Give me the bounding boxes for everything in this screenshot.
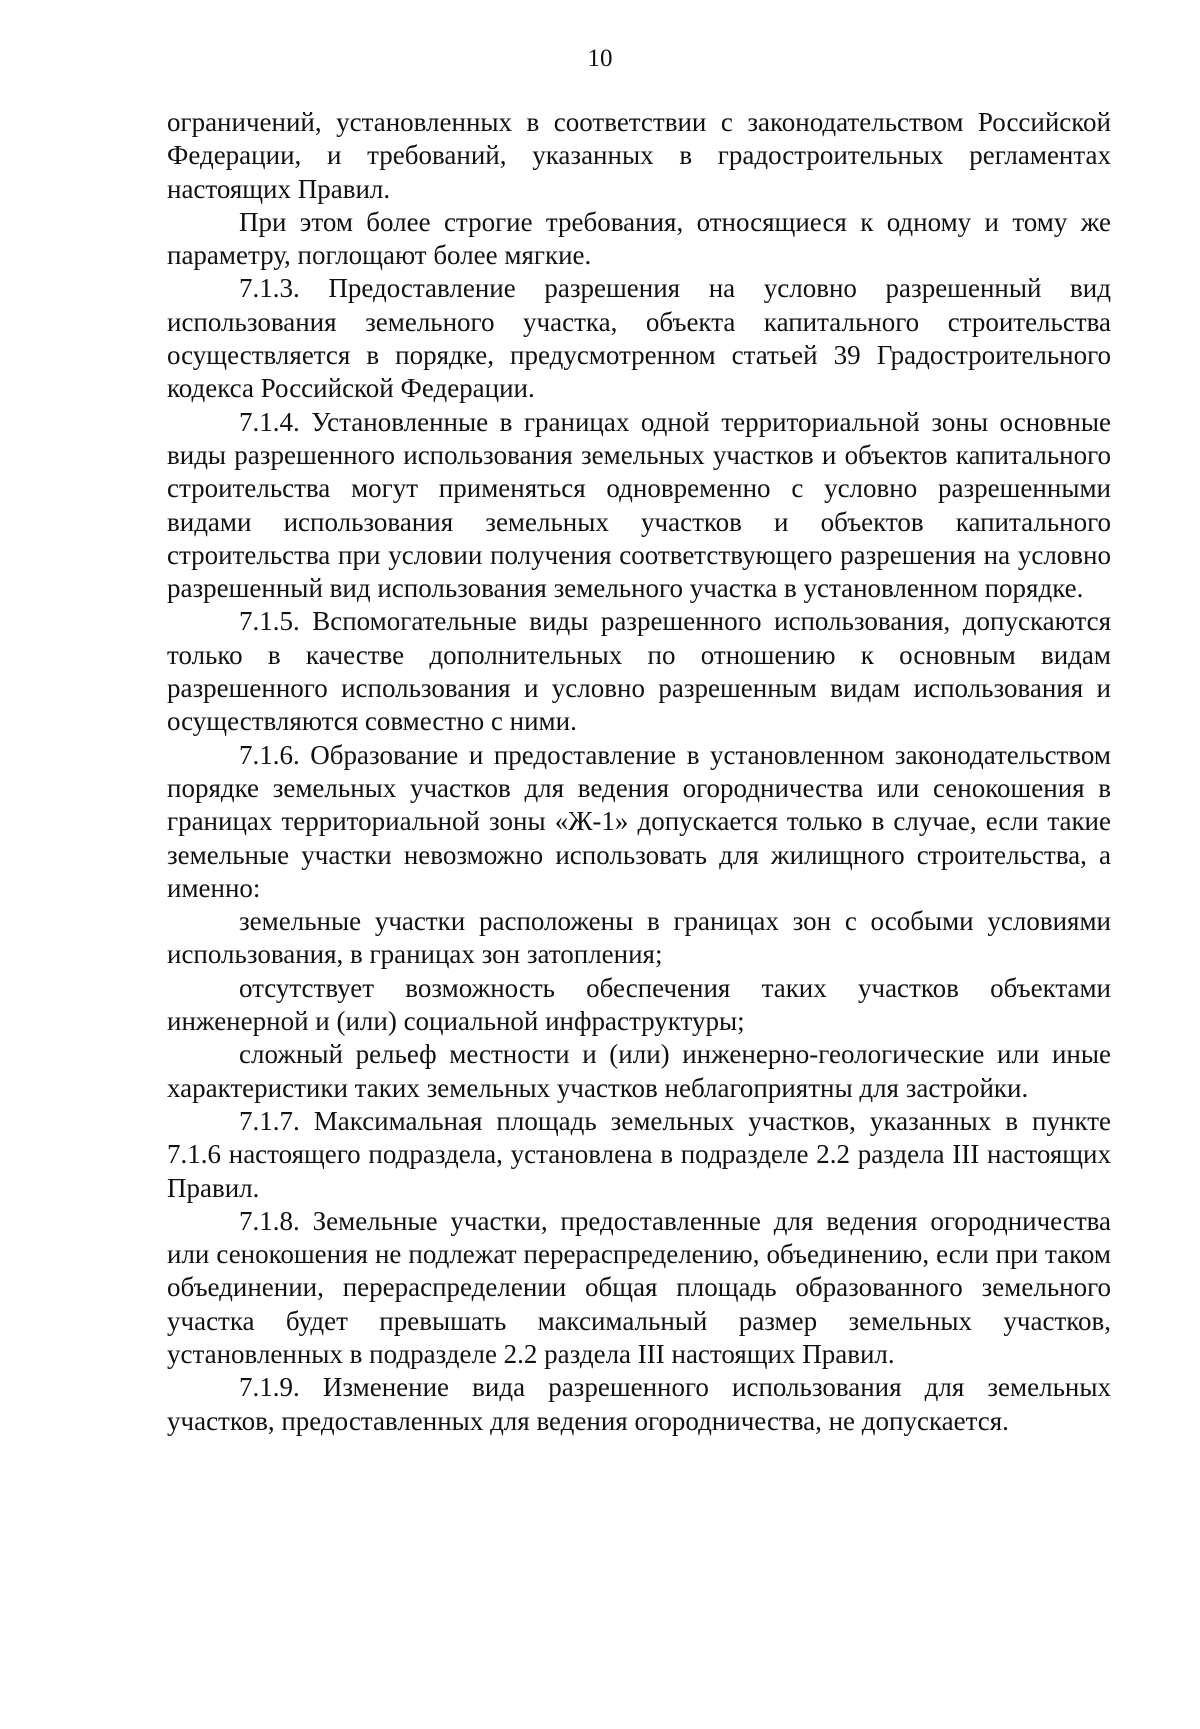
paragraph: При этом более строгие требования, относящиеся к одному и тому же параметру, поглощают более мягкие. <box>167 206 1111 271</box>
paragraph-clause-7-1-5: 7.1.5. Вспомогательные виды разрешенного использования, допускаются только в качестве дополнительных по отношению к основным видам разрешенного использования и условно разрешенным видам использования и осуществляются совместно с ними. <box>167 606 1111 737</box>
paragraph-clause-7-1-9: 7.1.9. Изменение вида разрешенного использования для земельных участков, предоставленных для ведения огородничества, не допускается. <box>167 1372 1111 1436</box>
paragraph-clause-7-1-6: 7.1.6. Образование и предоставление в установленном законодательством порядке земельных участков для ведения огородничества или сенокошения в границах территориальной зоны «Ж-1» допускается только в случае, если такие земельные участки невозможно использовать для жилищного строительства, а именно: <box>167 739 1111 903</box>
paragraph-list-item: земельные участки расположены в границах зон с особыми условиями использования, в границах зон затопления; <box>167 906 1111 970</box>
paragraph-clause-7-1-8: 7.1.8. Земельные участки, предоставленные для ведения огородничества или сенокошения не подлежат перераспределению, объединению, если при таком объединении, перераспределении общая площадь образованного земельного участка будет превышать максимальный размер земельных участков, установленных в подразделе 2.2 раздела III настоящих Правил. <box>167 1205 1111 1369</box>
paragraph-clause-7-1-7: 7.1.7. Максимальная площадь земельных участков, указанных в пункте 7.1.6 настоящего подраздела, установлена в подразделе 2.2 раздела III настоящих Правил. <box>167 1105 1111 1203</box>
paragraph-list-item: сложный рельеф местности и (или) инженерно-геологические или иные характеристики таких земельных участков неблагоприятны для застройки. <box>167 1039 1111 1103</box>
paragraph-clause-7-1-4: 7.1.4. Установленные в границах одной территориальной зоны основные виды разрешенного использования земельных участков и объектов капитального строительства могут применяться одновременно с условно разрешенными видами использования земельных участков и объектов капитального строительства при условии получения соответствующего разрешения на условно разрешенный вид использования земельного участка в установленном порядке. <box>167 406 1111 604</box>
document-body <box>167 106 1111 1438</box>
page-number: 10 <box>587 45 613 72</box>
paragraph-list-item: отсутствует возможность обеспечения таких участков объектами инженерной и (или) социальной инфраструктуры; <box>167 972 1111 1037</box>
paragraph-continuation: ограничений, установленных в соответствии с законодательством Российской Федерации, и требований, указанных в градостроительных регламентах настоящих Правил. <box>167 107 1111 204</box>
paragraph-clause-7-1-3: 7.1.3. Предоставление разрешения на условно разрешенный вид использования земельного участка, объекта капитального строительства осуществляется в порядке, предусмотренном статьей 39 Градостроительного кодекса Российской Федерации. <box>167 273 1111 404</box>
